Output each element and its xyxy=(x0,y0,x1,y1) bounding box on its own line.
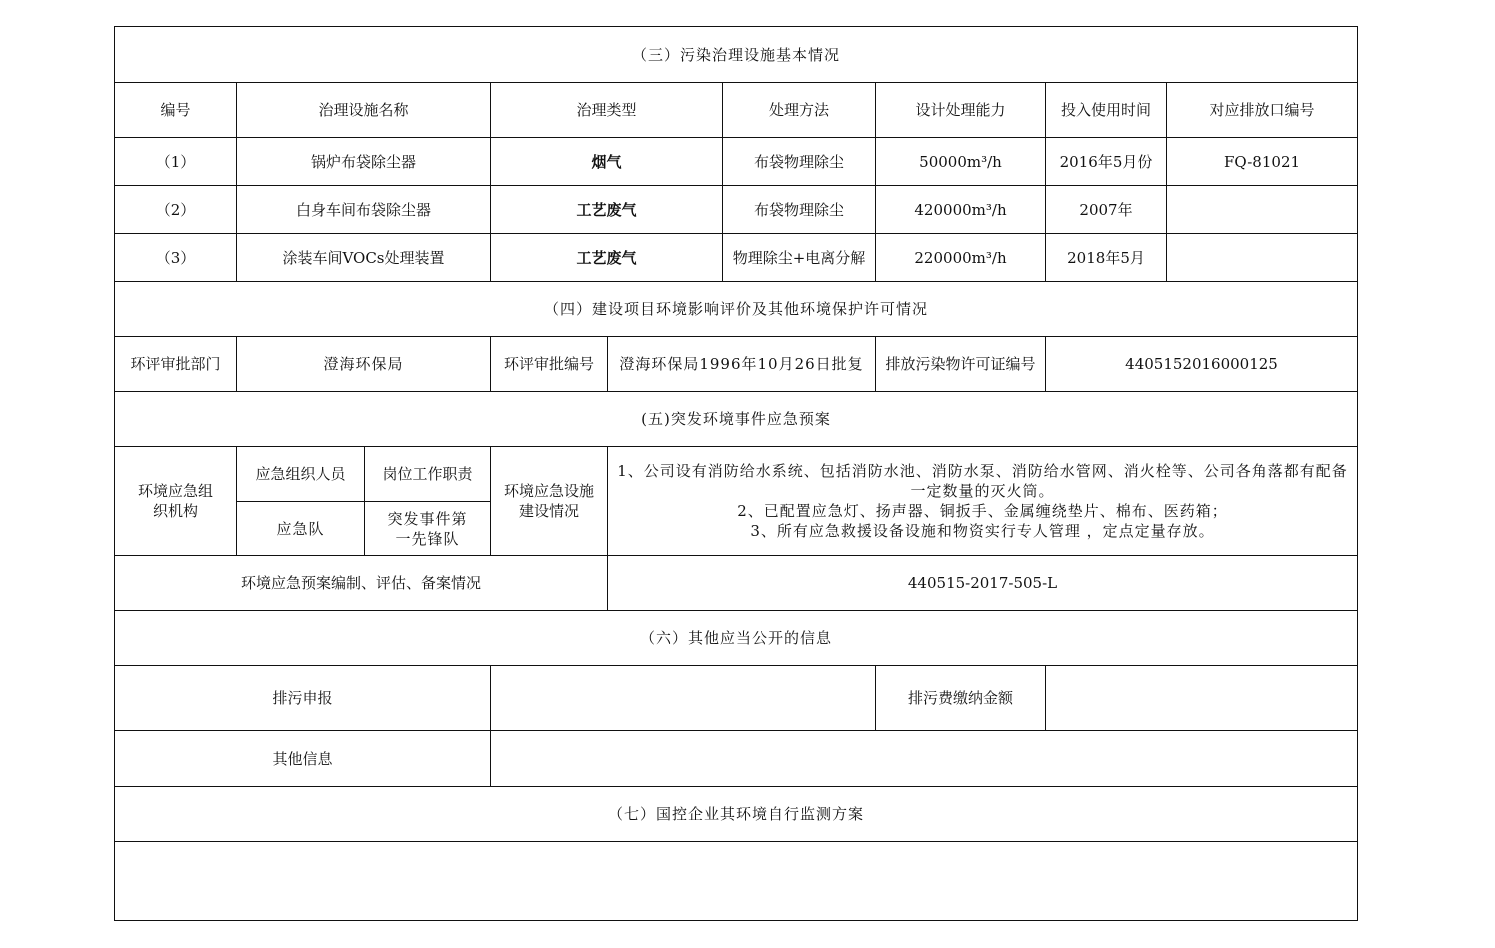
section7-title: （七）国控企业其环境自行监测方案 xyxy=(115,787,1358,842)
pollution-fee-value xyxy=(1046,666,1358,731)
section4-title: （四）建设项目环境影响评价及其他环境保护许可情况 xyxy=(115,282,1358,337)
row-start-time: 2016年5月份 xyxy=(1046,138,1167,186)
other-info-label: 其他信息 xyxy=(115,731,491,787)
emergency-org-label: 环境应急组织机构 xyxy=(115,447,237,556)
row-outlet-no xyxy=(1167,234,1358,282)
row-outlet-no: FQ-81021 xyxy=(1167,138,1358,186)
row-treatment-type: 工艺废气 xyxy=(491,234,723,282)
section5-title: (五)突发环境事件应急预案 xyxy=(115,392,1358,447)
col-header-method: 处理方法 xyxy=(723,83,876,138)
row-facility-name: 涂装车间VOCs处理装置 xyxy=(237,234,491,282)
pollution-fee-label: 排污费缴纳金额 xyxy=(876,666,1046,731)
section3-title: （三）污染治理设施基本情况 xyxy=(115,27,1358,83)
row-no: （2） xyxy=(115,186,237,234)
row-method: 物理除尘+电离分解 xyxy=(723,234,876,282)
emergency-plan-label: 环境应急预案编制、评估、备案情况 xyxy=(115,556,608,611)
monitoring-plan-content xyxy=(115,842,1358,921)
disclosure-table xyxy=(114,26,1358,921)
col-header-treatment-type: 治理类型 xyxy=(491,83,723,138)
row-facility-name: 锅炉布袋除尘器 xyxy=(237,138,491,186)
eia-dept-label: 环评审批部门 xyxy=(115,337,237,392)
row-treatment-type: 工艺废气 xyxy=(491,186,723,234)
row-capacity: 220000m³/h xyxy=(876,234,1046,282)
emergency-duty-value: 突发事件第一先锋队 xyxy=(365,502,491,556)
permit-no-label: 排放污染物许可证编号 xyxy=(876,337,1046,392)
row-treatment-type: 烟气 xyxy=(491,138,723,186)
col-header-capacity: 设计处理能力 xyxy=(876,83,1046,138)
row-method: 布袋物理除尘 xyxy=(723,186,876,234)
row-start-time: 2018年5月 xyxy=(1046,234,1167,282)
other-info-value xyxy=(491,731,1358,787)
row-facility-name: 白身车间布袋除尘器 xyxy=(237,186,491,234)
facility-line: 1、公司设有消防给水系统、包括消防水池、消防水泵、消防给水管网、消火栓等、公司各角落都有配备一定数量的灭火筒。 xyxy=(617,462,1348,500)
permit-no-value: 4405152016000125 xyxy=(1046,337,1358,392)
row-outlet-no xyxy=(1167,186,1358,234)
col-header-no: 编号 xyxy=(115,83,237,138)
row-no: （1） xyxy=(115,138,237,186)
row-start-time: 2007年 xyxy=(1046,186,1167,234)
col-header-outlet-no: 对应排放口编号 xyxy=(1167,83,1358,138)
facility-line: 2、已配置应急灯、扬声器、铜扳手、金属缠绕垫片、棉布、医药箱； xyxy=(737,502,1228,520)
row-capacity: 50000m³/h xyxy=(876,138,1046,186)
pollution-declare-label: 排污申报 xyxy=(115,666,491,731)
emergency-personnel-label: 应急组织人员 xyxy=(237,447,365,502)
col-header-facility-name: 治理设施名称 xyxy=(237,83,491,138)
pollution-declare-value xyxy=(491,666,876,731)
row-method: 布袋物理除尘 xyxy=(723,138,876,186)
table-row xyxy=(115,138,1358,186)
eia-dept-value: 澄海环保局 xyxy=(237,337,491,392)
emergency-plan-value: 440515-2017-505-L xyxy=(608,556,1358,611)
table-row xyxy=(115,186,1358,234)
eia-approval-no-label: 环评审批编号 xyxy=(491,337,608,392)
row-capacity: 420000m³/h xyxy=(876,186,1046,234)
emergency-facility-label: 环境应急设施建设情况 xyxy=(491,447,608,556)
facility-line: 3、所有应急救援设备设施和物资实行专人管理 ，定点定量存放。 xyxy=(750,522,1215,540)
col-header-start-time: 投入使用时间 xyxy=(1046,83,1167,138)
table-row xyxy=(115,234,1358,282)
eia-approval-no-value: 澄海环保局1996年10月26日批复 xyxy=(608,337,876,392)
emergency-duty-label: 岗位工作职责 xyxy=(365,447,491,502)
emergency-facility-content xyxy=(608,447,1358,556)
row-no: （3） xyxy=(115,234,237,282)
section6-title: （六）其他应当公开的信息 xyxy=(115,611,1358,666)
emergency-personnel-value: 应急队 xyxy=(237,502,365,556)
